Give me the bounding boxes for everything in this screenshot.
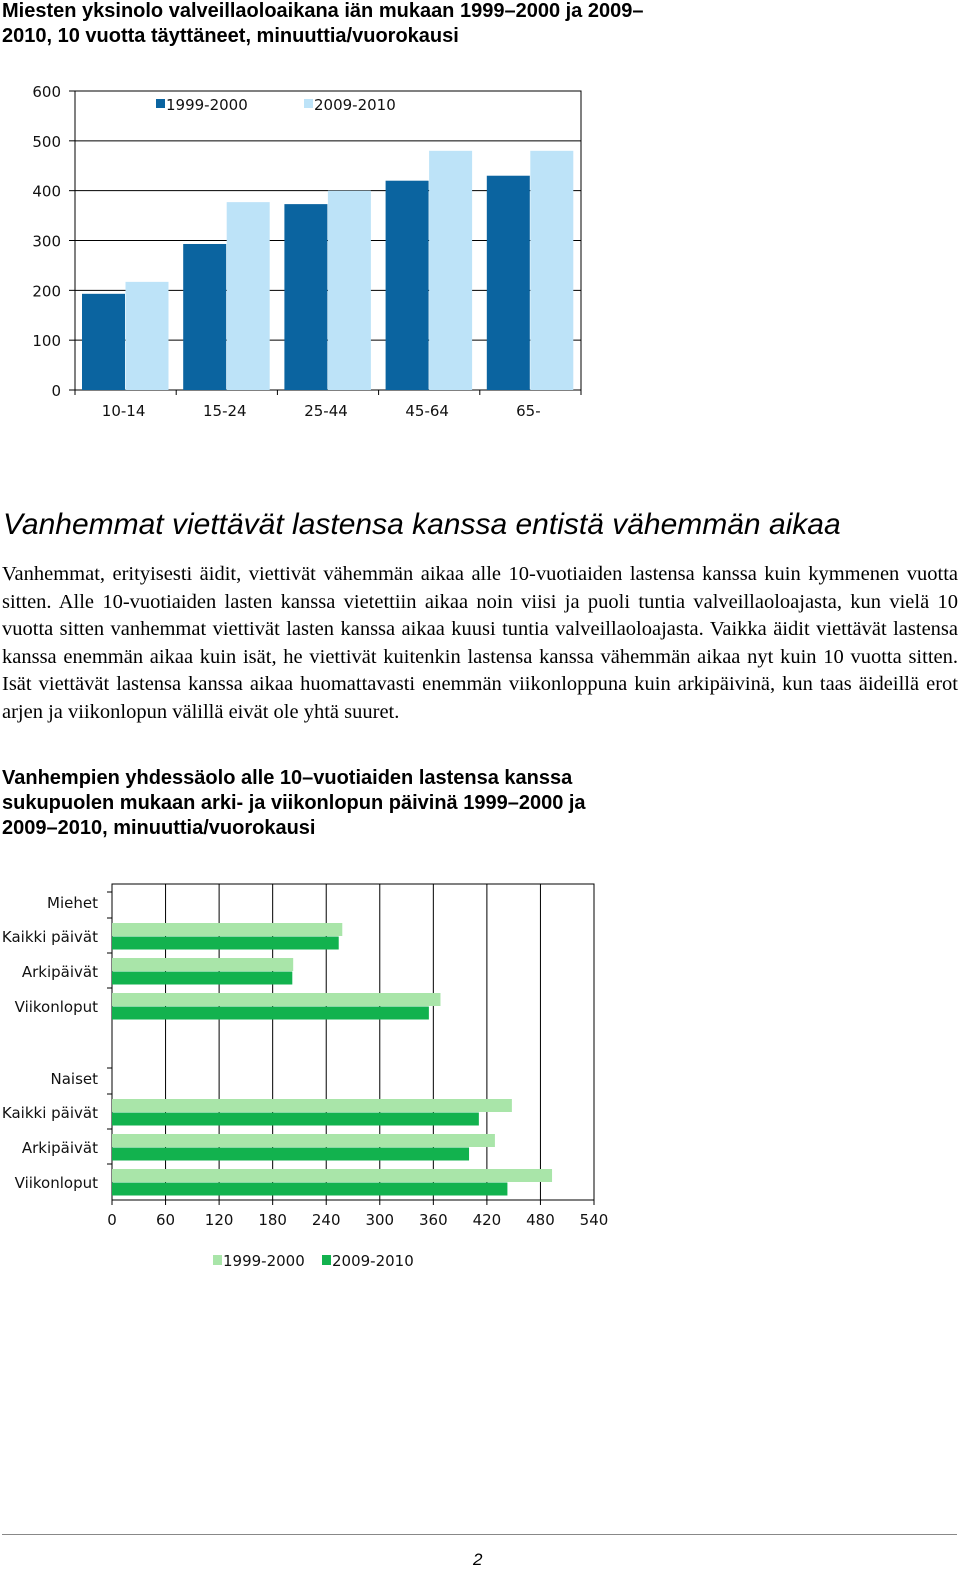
bar — [112, 1007, 429, 1020]
section-heading: Vanhemmat viettävät lastensa kanssa entistä vähemmän aikaa — [3, 508, 841, 541]
page-number: 2 — [473, 1550, 483, 1569]
bar — [112, 937, 339, 950]
legend-label: 2009-2010 — [314, 96, 396, 114]
category-label: Viikonloput — [14, 998, 98, 1016]
group-label: Naiset — [50, 1070, 98, 1088]
y-tick-label: 500 — [32, 132, 61, 151]
bar — [112, 1099, 512, 1112]
x-tick-label: 180 — [258, 1211, 287, 1229]
x-tick-label: 480 — [526, 1211, 555, 1229]
x-tick-label: 240 — [311, 1211, 341, 1229]
bar — [112, 1169, 552, 1182]
legend-label: 1999-2000 — [166, 96, 248, 114]
y-tick-label: 0 — [51, 382, 61, 400]
x-tick-label: 25-44 — [304, 402, 348, 420]
bar — [112, 1113, 479, 1126]
bar — [112, 1183, 507, 1196]
chart1-title: Miesten yksinolo valveillaoloaikana iän mukaan 1999–2000 ja 2009–2010, 10 vuotta täyttäneet, minuuttia/vuorokausi — [2, 0, 644, 47]
bar — [112, 923, 342, 936]
group-label: Miehet — [47, 894, 98, 912]
category-label: Kaikki päivät — [1, 1104, 98, 1122]
category-label: Viikonloput — [14, 1174, 98, 1192]
x-tick-label: 65- — [516, 402, 541, 420]
x-tick-label: 120 — [204, 1211, 234, 1229]
y-tick-label: 100 — [32, 332, 61, 351]
legend-swatch — [213, 1255, 222, 1265]
bar — [112, 1148, 469, 1161]
category-label: Arkipäivät — [21, 963, 98, 981]
chart2-title: Vanhempien yhdessäolo alle 10–vuotiaiden lastensa kanssa sukupuolen mukaan arki- ja viikonlopun päivinä 1999–2000 ja 2009–2010, minuuttia/vuorokausi — [2, 767, 586, 839]
x-tick-label: 15-24 — [203, 402, 247, 420]
x-tick-label: 540 — [579, 1211, 609, 1229]
legend-label: 1999-2000 — [223, 1252, 305, 1270]
legend-swatch — [322, 1255, 331, 1265]
y-tick-label: 400 — [32, 182, 61, 201]
x-tick-label: 360 — [419, 1211, 448, 1229]
category-label: Kaikki päivät — [1, 928, 98, 946]
bar — [112, 993, 440, 1006]
bar — [112, 1134, 495, 1147]
x-tick-label: 60 — [156, 1211, 176, 1229]
y-tick-label: 300 — [32, 232, 61, 251]
x-tick-label: 45-64 — [405, 402, 449, 420]
footer-divider — [2, 1534, 957, 1535]
legend-label: 2009-2010 — [332, 1252, 414, 1270]
body-paragraph: Vanhemmat, erityisesti äidit, viettivät vähemmän aikaa alle 10-vuotiaiden lastensa kanssa kuin kymmenen vuotta sitten. Alle 10-vuotiaiden lasten kanssa vietettiin aikaa noin viisi ja puoli tuntia valveillaoloajasta, kun vielä 10 vuotta sitten vanhemmat viettivät lasten kanssa aikaa kuusi tuntia valveillaoloajasta. Vaikka äidit viettävät lastensa kanssa enemmän aikaa kuin isät, he viettivät kuitenkin lastensa kanssa vähemmän aikaa nyt kuin 10 vuotta sitten. Isät viettävät lastensa kanssa aikaa huomattavasti enemmän viikonloppuna kuin arkipäivinä, kun taas äideillä erot arjen ja viikonlopun välillä eivät ole yhtä suuret. — [2, 563, 958, 723]
x-tick-label: 420 — [472, 1211, 502, 1229]
bar — [112, 958, 293, 971]
y-tick-label: 200 — [32, 282, 61, 301]
category-label: Arkipäivät — [21, 1139, 98, 1157]
x-tick-label: 10-14 — [101, 402, 146, 420]
x-tick-label: 300 — [365, 1211, 395, 1229]
x-tick-label: 0 — [107, 1211, 117, 1229]
bar — [112, 972, 292, 985]
y-tick-label: 600 — [32, 83, 61, 101]
